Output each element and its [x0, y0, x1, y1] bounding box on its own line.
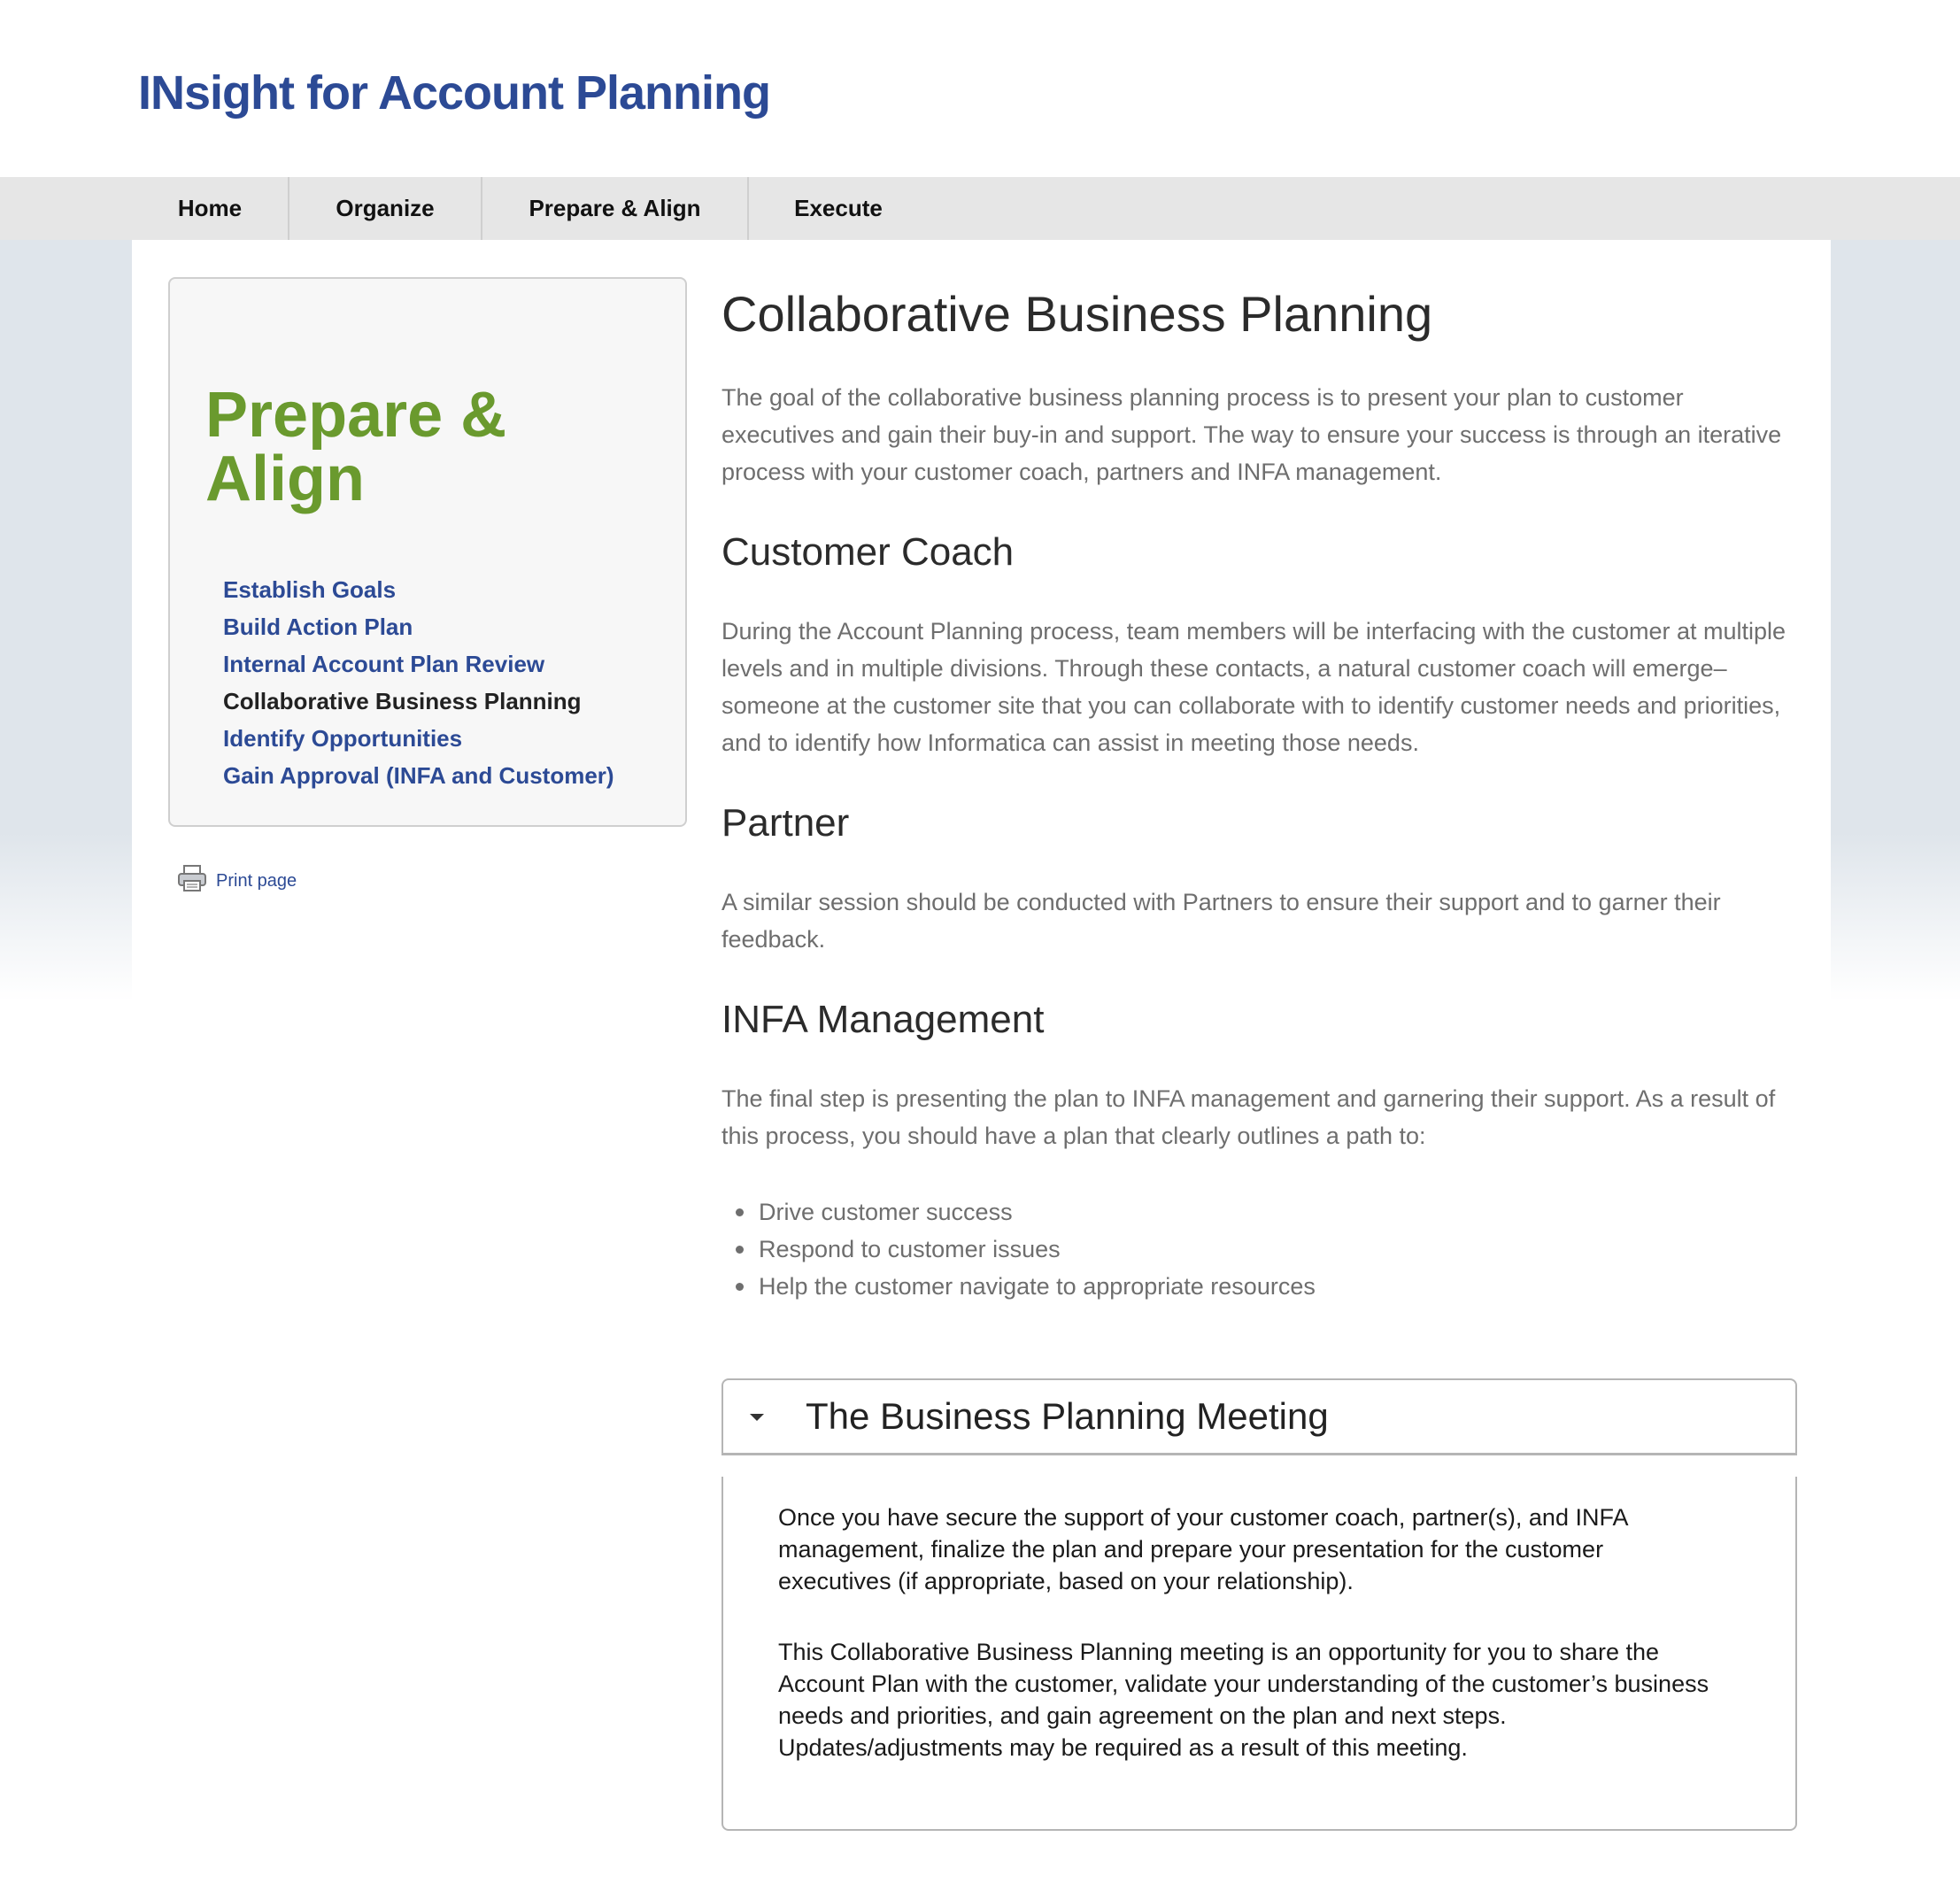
- section-heading-customer-coach: Customer Coach: [721, 530, 1015, 574]
- nav-item-prepare-align[interactable]: Prepare & Align: [529, 195, 701, 221]
- page-title: Collaborative Business Planning: [721, 286, 1433, 342]
- sidebar-item-identify-opportunities[interactable]: [223, 720, 614, 757]
- sidebar-item-label[interactable]: Identify Opportunities: [223, 725, 463, 752]
- section-heading-infa-management: INFA Management: [721, 998, 1045, 1041]
- accordion-paragraph: This Collaborative Business Planning meeting is an opportunity for you to share the Account Plan with the customer, validate your understanding of the customer’s business needs and priorities, and gain agreement on the plan and next steps. Updates/adjustments may be required as a result of this meeting.: [778, 1639, 1709, 1761]
- accordion-paragraph: Once you have secure the support of your customer coach, partner(s), and INFA management, finalize the plan and prepare your presentation for the customer executives (if appropriate, based on your relationship).: [778, 1504, 1627, 1594]
- sidebar-title: Prepare & Align: [205, 380, 507, 514]
- sidebar-item-label[interactable]: Internal Account Plan Review: [223, 651, 545, 677]
- intro-paragraph: The goal of the collaborative business planning process is to present your plan to customer executives and gain their buy-in and support. The way to ensure your success is through an iterative process with your customer coach, partners and INFA management.: [721, 384, 1782, 485]
- sidebar-item-build-action-plan[interactable]: [223, 608, 614, 645]
- nav-item-organize[interactable]: Organize: [336, 195, 435, 221]
- sidebar-item-label[interactable]: Build Action Plan: [223, 614, 413, 640]
- sidebar-item-label[interactable]: Establish Goals: [223, 576, 397, 603]
- site-logo[interactable]: INsight for Account Planning: [138, 66, 770, 120]
- nav-item-execute[interactable]: Execute: [794, 195, 883, 221]
- list-item: Help the customer navigate to appropriate resources: [730, 1268, 1797, 1305]
- section-heading-partner: Partner: [721, 801, 850, 845]
- section-text-customer-coach: During the Account Planning process, team members will be interfacing with the customer at multiple levels and in multiple divisions. Through these contacts, a natural customer coach will emerge–someone at the customer site that you can collaborate with to identify customer needs and priorities, and to identify how Informatica can assist in meeting those needs.: [721, 618, 1786, 756]
- sidebar-item-collaborative-business-planning: [223, 683, 614, 720]
- print-page-link[interactable]: [177, 864, 297, 898]
- sidebar-item-label-current: Collaborative Business Planning: [223, 688, 582, 714]
- main-nav: [0, 177, 1960, 240]
- printer-icon: [177, 864, 207, 898]
- sidebar-item-label[interactable]: Gain Approval (INFA and Customer): [223, 762, 614, 789]
- sidebar-links: [223, 571, 614, 794]
- accordion-title[interactable]: The Business Planning Meeting: [806, 1395, 1329, 1437]
- nav-item-home[interactable]: Home: [177, 195, 243, 221]
- sidebar-item-internal-account-plan-review[interactable]: [223, 645, 614, 683]
- site-header: [0, 0, 1960, 177]
- list-item: Drive customer success: [730, 1193, 1797, 1231]
- list-item: Respond to customer issues: [730, 1231, 1797, 1268]
- sidebar-nav-panel: [168, 277, 687, 827]
- print-page-label[interactable]: Print page: [216, 870, 297, 891]
- accordion-body: [721, 1477, 1797, 1831]
- section-text-partner: A similar session should be conducted with Partners to ensure their support and to garner their feedback.: [721, 889, 1721, 953]
- caret-down-icon[interactable]: [750, 1414, 764, 1421]
- outcome-list: [721, 1193, 1797, 1305]
- section-text-infa-management: The final step is presenting the plan to INFA management and garnering their support. As a result of this process, you should have a plan that clearly outlines a path to:: [721, 1085, 1776, 1149]
- main-content: [721, 277, 1797, 1305]
- accordion-header-business-planning-meeting[interactable]: [721, 1378, 1797, 1455]
- sidebar-item-establish-goals[interactable]: [223, 571, 614, 608]
- sidebar-item-gain-approval[interactable]: [223, 757, 614, 794]
